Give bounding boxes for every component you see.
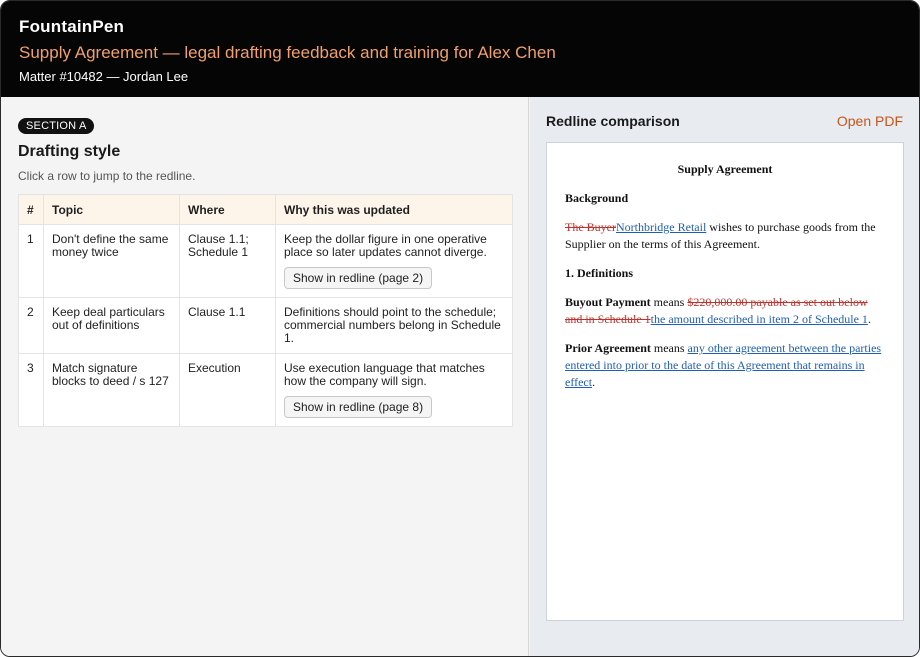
row-number: 3 bbox=[19, 354, 44, 427]
show-in-redline-button[interactable]: Show in redline (page 8) bbox=[284, 396, 432, 418]
redline-document[interactable] bbox=[546, 142, 904, 621]
redline-title: Redline comparison bbox=[546, 113, 680, 129]
clause-text: wishes to purchase goods from the Supplier on the terms of this Agreement. bbox=[565, 220, 876, 251]
table-row[interactable] bbox=[19, 225, 513, 298]
buyout-definition bbox=[565, 294, 885, 328]
app-header bbox=[1, 1, 919, 97]
clause-text: . bbox=[867, 312, 871, 326]
clause-text: . bbox=[592, 375, 596, 389]
background-clause bbox=[565, 219, 885, 253]
redline-header bbox=[546, 113, 903, 133]
row-where: Clause 1.1; Schedule 1 bbox=[180, 225, 276, 298]
inserted-text: Northbridge Retail bbox=[615, 220, 707, 234]
section-badge: SECTION A bbox=[18, 118, 94, 134]
section-hint: Click a row to jump to the redline. bbox=[18, 169, 196, 183]
matter-info: Matter #10482 — Jordan Lee bbox=[19, 69, 189, 84]
defined-term: Prior Agreement bbox=[565, 341, 651, 355]
row-why: Definitions should point to the schedule; commercial numbers belong in Schedule 1. bbox=[284, 305, 501, 345]
table-row[interactable] bbox=[19, 298, 513, 354]
row-number: 2 bbox=[19, 298, 44, 354]
open-pdf-link[interactable]: Open PDF bbox=[836, 113, 903, 129]
defined-term: Buyout Payment bbox=[565, 295, 651, 309]
row-why: Keep the dollar figure in one operative place so later updates cannot diverge. bbox=[284, 232, 487, 259]
row-why-cell bbox=[276, 225, 513, 298]
background-heading: Background bbox=[565, 191, 629, 205]
deleted-text: The Buyer bbox=[565, 220, 616, 234]
table-row[interactable] bbox=[19, 354, 513, 427]
row-where: Clause 1.1 bbox=[180, 298, 276, 354]
deleted-text: $220,000.00 payable as set out below and in Schedule 1 bbox=[565, 295, 868, 326]
row-why: Use execution language that matches how the company will sign. bbox=[284, 361, 485, 388]
row-why-cell bbox=[276, 354, 513, 427]
show-in-redline-button[interactable]: Show in redline (page 2) bbox=[284, 267, 432, 289]
feedback-pane bbox=[1, 97, 529, 657]
feedback-table bbox=[18, 194, 513, 427]
app-name: FountainPen bbox=[19, 17, 125, 36]
row-topic: Keep deal particulars out of definitions bbox=[44, 298, 180, 354]
row-where: Execution bbox=[180, 354, 276, 427]
agreement-title: Supply Agreement bbox=[677, 162, 773, 176]
prior-agreement-definition bbox=[565, 340, 885, 391]
row-why-cell bbox=[276, 298, 513, 354]
row-topic: Match signature blocks to deed / s 127 bbox=[44, 354, 180, 427]
column-header-number: # bbox=[19, 195, 44, 225]
column-header-why: Why this was updated bbox=[276, 195, 513, 225]
document-title: Supply Agreement — legal drafting feedback and training for Alex Chen bbox=[19, 43, 556, 62]
clause-text: means bbox=[650, 295, 688, 309]
inserted-text: the amount described in item 2 of Schedule 1 bbox=[650, 312, 868, 326]
inserted-text: any other agreement between the parties entered into prior to the date of this Agreement that remains in effect bbox=[565, 341, 882, 389]
row-topic: Don't define the same money twice bbox=[44, 225, 180, 298]
table-header-row bbox=[19, 195, 513, 225]
section-title: Drafting style bbox=[18, 143, 121, 160]
definitions-heading: 1. Definitions bbox=[565, 266, 634, 280]
redline-pane bbox=[530, 97, 919, 657]
clause-text: means bbox=[650, 341, 688, 355]
column-header-where: Where bbox=[180, 195, 276, 225]
column-header-topic: Topic bbox=[44, 195, 180, 225]
row-number: 1 bbox=[19, 225, 44, 298]
